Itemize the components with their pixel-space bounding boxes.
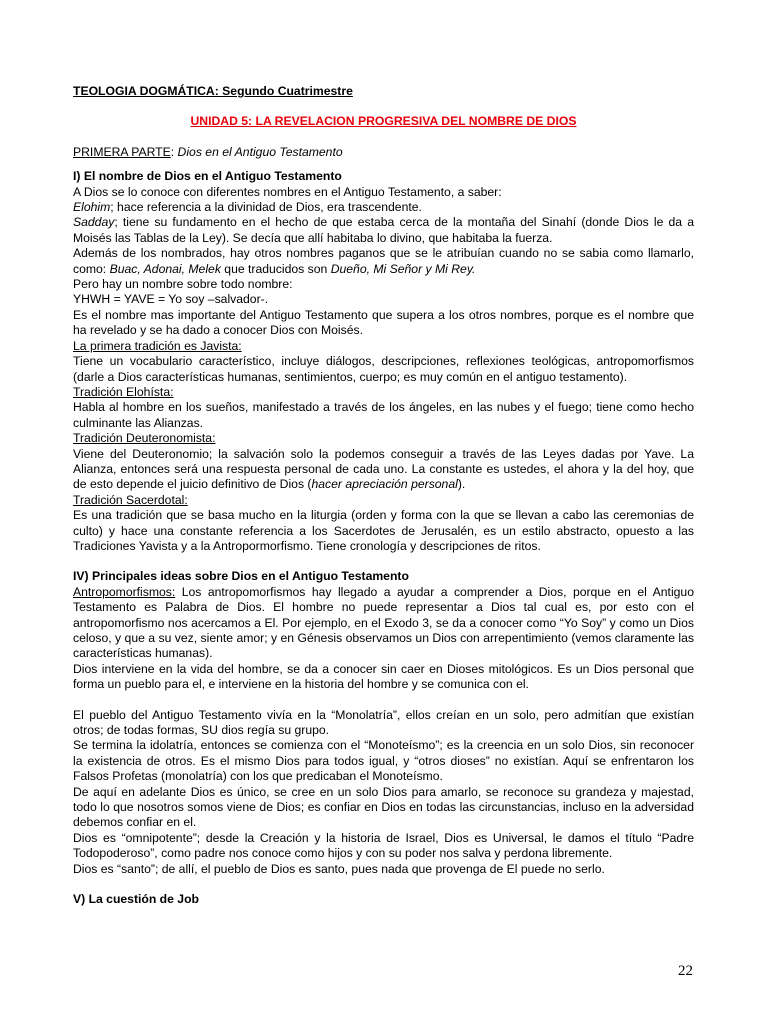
part-label: PRIMERA PARTE xyxy=(73,144,171,159)
deut-text-2: ). xyxy=(457,477,466,492)
interviene-paragraph: Dios interviene en la vida del hombre, se da a conocer sin caer en Dioses mitológicos. Es un Dios personal que forma un pueblo para el, e interviene en la historia del hombre y se comunica con el. xyxy=(73,661,694,692)
elohim-term: Elohim xyxy=(73,200,111,215)
important-name-paragraph: Es el nombre mas importante del Antiguo Testamento que supera a los otros nombres, porque es el nombre que ha revelado y se ha dado a conocer Dios con Moisés. xyxy=(73,307,694,338)
part-heading xyxy=(73,145,694,160)
pagan-translation: Dueño, Mi Señor y Mi Rey. xyxy=(330,261,476,276)
part-title: Dios en el Antiguo Testamento xyxy=(177,144,343,159)
pagan-text-2: que traducidos son xyxy=(220,261,331,276)
pagan-names: Buac, Adonai, Melek xyxy=(109,261,221,276)
name-above-all-line: Pero hay un nombre sobre todo nombre: xyxy=(73,277,293,292)
part-separator: : xyxy=(170,144,178,159)
antropomorfismos-label: Antropomorfismos: xyxy=(73,584,176,599)
deuteronomista-heading: Tradición Deuteronomista: xyxy=(73,431,216,446)
pagan-text-1: Además de los nombrados, hay otros nombres paganos que se le atribuían cuando no se sabia como llamarlo, como: xyxy=(73,246,694,276)
javista-heading: La primera tradición es Javista: xyxy=(73,338,242,353)
omnipotente-paragraph: Dios es “omnipotente”; desde la Creación y la historia de Israel, Dios es Universal, le damos el título “Padre Todopoderoso”, como padre nos conoce como hijos y con su poder nos salva y perdona libremente. xyxy=(73,830,694,861)
unit-title: UNIDAD 5: LA REVELACION PROGRESIVA DEL NOMBRE DE DIOS xyxy=(190,114,577,129)
deut-text-1: Viene del Deuteronomio; la salvación solo la podemos conseguir a través de las Leyes dadas por Yave. La Alianza, entonces será una respuesta personal de cada uno. La constante es ustedes, el ahora y la del hoy, que de esto depende el juicio definitivo de Dios ( xyxy=(73,446,694,492)
sacerdotal-paragraph: Es una tradición que se basa mucho en la liturgia (orden y forma con la que se llevan a cabo las ceremonias de culto) y hace una constante referencia a los Sacerdotes de Jerusalén, es un estilo abstracto, opuesto a las Tradiciones Yavista y a la Antropormorfismo. Tiene cronología y descripciones de ritos. xyxy=(73,508,694,553)
antropomorfismos-text: Los antropomorfismos hay llegado a ayudar a comprender a Dios, porque en el Antiguo Testamento es Palabra de Dios. El hombre no puede representar a Dios tal cual es, por esto con el antropomorfismo nos acercamos a El. Por ejemplo, en el Exodo 3, se da a conocer como “Yo Soy” y como un Dios celoso, y que a su vez, siente amor; y en Génesis observamos un Dios con arrepentimiento (vemos claramente las características humanas). xyxy=(73,584,694,661)
section5-heading: V) La cuestión de Job xyxy=(73,892,199,907)
sadday-text: ; tiene su fundamento en el hecho de que estaba cerca de la montaña del Sinahí (donde Dios le da a Moisés las Tablas de la Ley). Se decía que allí habitaba lo divino, que habitaba la fuerza. xyxy=(73,215,694,245)
pagan-names-paragraph xyxy=(73,246,694,277)
monolatria-paragraph: El pueblo del Antiguo Testamento vivía en la “Monolatría”, ellos creían en un solo, pero admitían que existían otros; de todas formas, SU dios regía su grupo. xyxy=(73,707,694,738)
dios-unico-paragraph: De aquí en adelante Dios es único, se cree en un solo Dios para amarlo, se reconoce su grandeza y majestad, todo lo que nosotros somos viene de Dios; es confiar en Dios en todas las circunstancias, incluso en la adversidad debemos confiar en el. xyxy=(73,784,694,830)
page-number: 22 xyxy=(678,963,693,979)
yhwh-line: YHWH = YAVE = Yo soy –salvador-. xyxy=(73,292,269,307)
section4-heading: IV) Principales ideas sobre Dios en el Antiguo Testamento xyxy=(73,569,409,584)
document-title: TEOLOGIA DOGMÁTICA: Segundo Cuatrimestre xyxy=(73,84,353,98)
section1-intro: A Dios se lo conoce con diferentes nombres en el Antiguo Testamento, a saber: xyxy=(73,184,502,199)
sacerdotal-heading: Tradición Sacerdotal: xyxy=(73,492,188,507)
javista-paragraph: Tiene un vocabulario característico, incluye diálogos, descripciones, reflexiones teológicas, antropomorfismos (darle a Dios características humanas, sentimientos, cuerpo; es muy común en el antiguo testamento). xyxy=(73,354,694,384)
deuteronomista-paragraph xyxy=(73,447,694,493)
santo-paragraph: Dios es “santo”; de allí, el pueblo de Dios es santo, pues nada que provenga de El puede no serlo. xyxy=(73,861,605,876)
section1-heading: I) El nombre de Dios en el Antiguo Testamento xyxy=(73,169,342,184)
deut-italic: hacer apreciación personal xyxy=(311,477,458,492)
elohista-paragraph: Habla al hombre en los sueños, manifestado a través de los ángeles, en las nubes y el fuego; tiene como hecho culminante las Alianzas. xyxy=(73,400,694,430)
monoteismo-paragraph: Se termina la idolatría, entonces se comienza con el “Monoteísmo”; es la creencia en un solo Dios, sin reconocer la existencia de otros. Es el mismo Dios para todos igual, y “otros dioses” no existían. Aquí se enfrentaron los Falsos Profetas (monolatría) con los que predicaban el Monoteísmo. xyxy=(73,738,694,784)
sadday-term: Sadday xyxy=(73,215,115,230)
document-body xyxy=(73,84,694,908)
elohim-paragraph xyxy=(73,200,694,215)
sadday-paragraph xyxy=(73,215,694,246)
antropomorfismos-paragraph xyxy=(73,585,694,662)
elohista-heading: Tradición Elohísta: xyxy=(73,384,174,399)
elohim-text: ; hace referencia a la divinidad de Dios, era trascendente. xyxy=(110,200,422,215)
